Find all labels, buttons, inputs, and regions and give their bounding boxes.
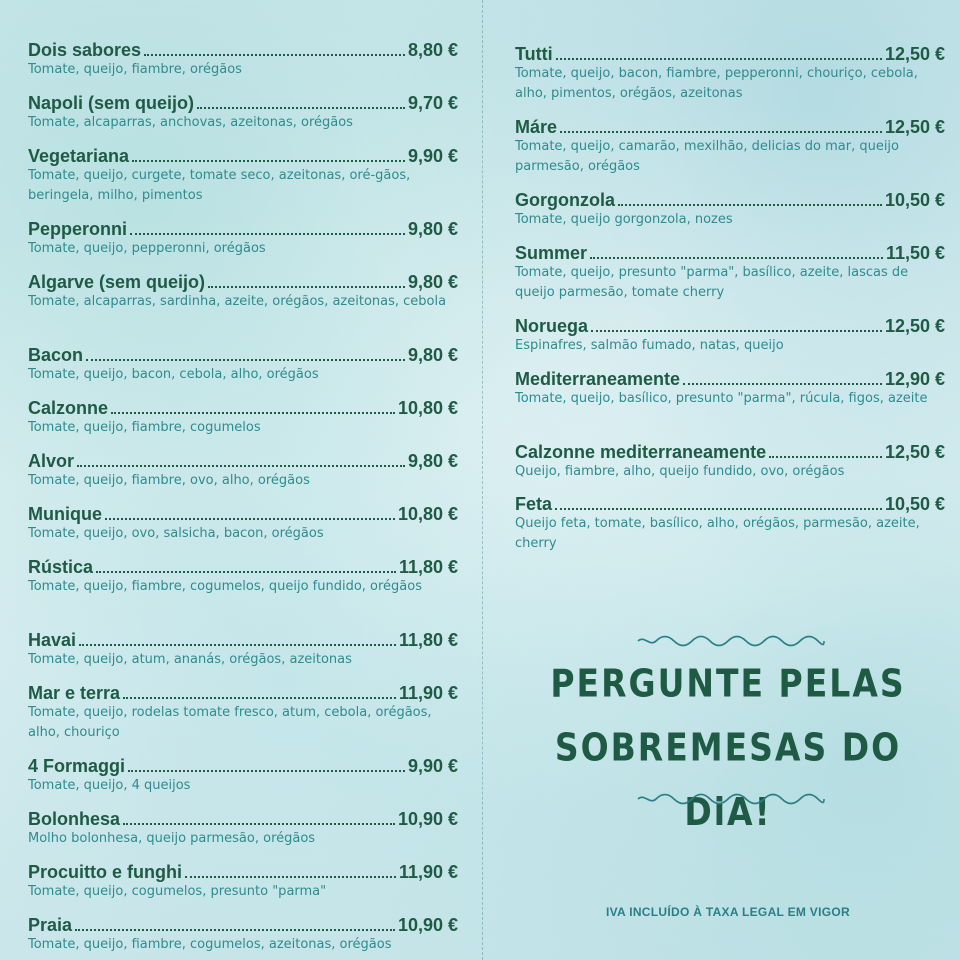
pizza-name: Noruega bbox=[515, 316, 589, 336]
decorative-swirl-top bbox=[636, 634, 826, 648]
tax-note: IVA INCLUÍDO À TAXA LEGAL EM VIGOR bbox=[606, 905, 850, 919]
pizza-price: 9,80 € bbox=[407, 219, 458, 239]
pizza-price: 9,90 € bbox=[407, 756, 458, 776]
menu-item bbox=[515, 190, 945, 230]
pizza-ingredients: Tomate, alcaparras, sardinha, azeite, orégãos, azeitonas, cebola bbox=[28, 294, 447, 309]
pizza-ingredients: Tomate, queijo gorgonzola, nozes bbox=[515, 212, 733, 227]
pizza-price: 11,50 € bbox=[885, 243, 945, 263]
menu-item-row bbox=[515, 190, 945, 210]
menu-item-row bbox=[28, 756, 458, 776]
dot-leader bbox=[75, 929, 395, 931]
pizza-price: 10,90 € bbox=[397, 915, 458, 935]
pizza-name: Máre bbox=[515, 117, 558, 137]
pizza-ingredients: Tomate, queijo, fiambre, cogumelos bbox=[28, 420, 261, 435]
pizza-price: 9,90 € bbox=[407, 146, 458, 166]
menu-item bbox=[28, 146, 458, 206]
menu-item-row bbox=[28, 862, 458, 882]
menu-item bbox=[28, 862, 458, 902]
pizza-name: Tutti bbox=[515, 44, 553, 64]
menu-item bbox=[515, 316, 945, 356]
pizza-name: Havai bbox=[28, 630, 77, 650]
menu-item-row bbox=[28, 40, 458, 60]
menu-item-row bbox=[28, 93, 458, 113]
dot-leader bbox=[197, 107, 405, 109]
column-divider bbox=[482, 0, 483, 960]
dot-leader bbox=[185, 876, 396, 878]
pizza-ingredients: Tomate, queijo, presunto "parma", basílico, azeite, lascas de queijo parmesão, tomate cherry bbox=[515, 265, 909, 300]
menu-item-row bbox=[28, 504, 458, 524]
pizza-price: 10,50 € bbox=[884, 190, 945, 210]
menu-item-row bbox=[515, 44, 945, 64]
pizza-name: Alvor bbox=[28, 451, 75, 471]
pizza-price: 9,70 € bbox=[407, 93, 458, 113]
decorative-swirl-bottom bbox=[636, 792, 826, 806]
pizza-ingredients: Tomate, queijo, atum, ananás, orégãos, azeitonas bbox=[28, 652, 352, 667]
dot-leader bbox=[618, 204, 882, 206]
dot-leader bbox=[560, 131, 882, 133]
pizza-price: 12,50 € bbox=[884, 44, 945, 64]
pizza-name: Calzonne bbox=[28, 398, 109, 418]
dessert-promo bbox=[548, 651, 908, 844]
dot-leader bbox=[683, 383, 882, 385]
dot-leader bbox=[555, 508, 882, 510]
pizza-price: 11,90 € bbox=[398, 862, 458, 882]
menu-item bbox=[28, 219, 458, 259]
pizza-name: Pepperonni bbox=[28, 219, 128, 239]
menu-item-row bbox=[28, 557, 458, 577]
menu-item bbox=[515, 117, 945, 177]
pizza-name: 4 Formaggi bbox=[28, 756, 126, 776]
pizza-price: 9,80 € bbox=[407, 451, 458, 471]
menu-item-row bbox=[515, 494, 945, 514]
pizza-price: 12,90 € bbox=[884, 369, 945, 389]
menu-item bbox=[28, 93, 458, 133]
menu-item-row bbox=[28, 398, 458, 418]
dot-leader bbox=[111, 412, 395, 414]
dot-leader bbox=[591, 330, 882, 332]
menu-item bbox=[28, 630, 458, 670]
pizza-price: 10,90 € bbox=[397, 809, 458, 829]
menu-item bbox=[515, 243, 945, 303]
pizza-name: Praia bbox=[28, 915, 73, 935]
pizza-name: Rústica bbox=[28, 557, 94, 577]
dot-leader bbox=[86, 359, 405, 361]
pizza-ingredients: Tomate, queijo, fiambre, cogumelos, queijo fundido, orégãos bbox=[28, 579, 422, 594]
dot-leader bbox=[123, 697, 396, 699]
dot-leader bbox=[123, 823, 395, 825]
pizza-ingredients: Tomate, queijo, bacon, fiambre, pepperonni, chouriço, cebola, alho, pimentos, orégãos, azeitonas bbox=[515, 66, 918, 101]
pizza-ingredients: Tomate, queijo, cogumelos, presunto "parma" bbox=[28, 884, 327, 899]
menu-item bbox=[28, 272, 458, 312]
pizza-ingredients: Tomate, queijo, pepperonni, orégãos bbox=[28, 241, 266, 256]
dot-leader bbox=[144, 54, 405, 56]
pizza-price: 12,50 € bbox=[884, 117, 945, 137]
pizza-name: Calzonne mediterraneamente bbox=[515, 442, 767, 462]
pizza-name: Dois sabores bbox=[28, 40, 142, 60]
menu-item-row bbox=[28, 219, 458, 239]
pizza-ingredients: Tomate, queijo, ovo, salsicha, bacon, orégãos bbox=[28, 526, 324, 541]
menu-item bbox=[28, 683, 458, 743]
pizza-ingredients: Tomate, queijo, camarão, mexilhão, delicias do mar, queijo parmesão, orégãos bbox=[515, 139, 900, 174]
pizza-ingredients: Queijo, fiambre, alho, queijo fundido, ovo, orégãos bbox=[515, 464, 845, 479]
pizza-name: Bolonhesa bbox=[28, 809, 121, 829]
dot-leader bbox=[208, 286, 405, 288]
menu-item bbox=[515, 369, 945, 409]
menu-item bbox=[28, 809, 458, 849]
pizza-price: 12,50 € bbox=[884, 316, 945, 336]
menu-item bbox=[515, 494, 945, 554]
pizza-name: Procuitto e funghi bbox=[28, 862, 182, 882]
dot-leader bbox=[96, 571, 396, 573]
menu-item-row bbox=[28, 809, 458, 829]
pizza-name: Feta bbox=[515, 494, 553, 514]
menu-item-row bbox=[28, 345, 458, 365]
menu-item bbox=[28, 557, 458, 597]
pizza-ingredients: Tomate, queijo, fiambre, cogumelos, azeitonas, orégãos bbox=[28, 937, 392, 952]
pizza-ingredients: Tomate, queijo, basílico, presunto "parma", rúcula, figos, azeite bbox=[515, 391, 928, 406]
menu-item-row bbox=[515, 369, 945, 389]
dot-leader bbox=[769, 456, 882, 458]
menu-item bbox=[515, 44, 945, 104]
dot-leader bbox=[105, 518, 395, 520]
pizza-price: 10,80 € bbox=[397, 398, 458, 418]
pizza-ingredients: Espinafres, salmão fumado, natas, queijo bbox=[515, 338, 784, 353]
menu-item-row bbox=[515, 243, 945, 263]
menu-item bbox=[28, 915, 458, 955]
pizza-price: 12,50 € bbox=[884, 442, 945, 462]
menu-item bbox=[28, 451, 458, 491]
pizza-name: Bacon bbox=[28, 345, 84, 365]
pizza-name: Vegetariana bbox=[28, 146, 130, 166]
pizza-name: Mar e terra bbox=[28, 683, 121, 703]
pizza-ingredients: Tomate, queijo, rodelas tomate fresco, atum, cebola, orégãos, alho, chouriço bbox=[28, 705, 432, 740]
pizza-name: Napoli (sem queijo) bbox=[28, 93, 195, 113]
dot-leader bbox=[77, 465, 405, 467]
pizza-ingredients: Tomate, queijo, fiambre, ovo, alho, orégãos bbox=[28, 473, 310, 488]
dot-leader bbox=[79, 644, 396, 646]
dot-leader bbox=[128, 770, 405, 772]
pizza-price: 8,80 € bbox=[407, 40, 458, 60]
pizza-name: Mediterraneamente bbox=[515, 369, 681, 389]
menu-item bbox=[515, 442, 945, 482]
pizza-ingredients: Tomate, queijo, fiambre, orégãos bbox=[28, 62, 242, 77]
pizza-price: 11,80 € bbox=[398, 630, 458, 650]
menu-item-row bbox=[28, 451, 458, 471]
pizza-price: 9,80 € bbox=[407, 272, 458, 292]
menu-item-row bbox=[515, 117, 945, 137]
promo-line-2: SOBREMESAS DO DiA! bbox=[554, 725, 902, 835]
dot-leader bbox=[132, 160, 405, 162]
menu-item bbox=[28, 345, 458, 385]
pizza-price: 10,50 € bbox=[884, 494, 945, 514]
pizza-ingredients: Molho bolonhesa, queijo parmesão, orégãos bbox=[28, 831, 316, 846]
menu-item-row bbox=[515, 316, 945, 336]
pizza-ingredients: Tomate, queijo, bacon, cebola, alho, orégãos bbox=[28, 367, 319, 382]
pizza-ingredients: Queijo feta, tomate, basílico, alho, orégãos, parmesão, azeite, cherry bbox=[515, 516, 920, 551]
menu-item-row bbox=[28, 146, 458, 166]
menu-item bbox=[28, 756, 458, 796]
pizza-ingredients: Tomate, alcaparras, anchovas, azeitonas, orégãos bbox=[28, 115, 353, 130]
promo-line-1: PERGUNTE PELAS bbox=[550, 660, 906, 706]
pizza-ingredients: Tomate, queijo, 4 queijos bbox=[28, 778, 191, 793]
pizza-price: 10,80 € bbox=[397, 504, 458, 524]
pizza-name: Munique bbox=[28, 504, 102, 524]
dot-leader bbox=[590, 257, 883, 259]
pizza-ingredients: Tomate, queijo, curgete, tomate seco, azeitonas, oré-gãos, beringela, milho, pimentos bbox=[28, 168, 411, 203]
menu-item bbox=[28, 398, 458, 438]
pizza-name: Summer bbox=[515, 243, 588, 263]
pizza-name: Algarve (sem queijo) bbox=[28, 272, 206, 292]
dot-leader bbox=[130, 233, 405, 235]
pizza-price: 11,90 € bbox=[398, 683, 458, 703]
pizza-price: 9,80 € bbox=[407, 345, 458, 365]
menu-item bbox=[28, 40, 458, 80]
menu-item bbox=[28, 504, 458, 544]
menu-item-row bbox=[28, 915, 458, 935]
pizza-name: Gorgonzola bbox=[515, 190, 615, 210]
menu-item-row bbox=[28, 630, 458, 650]
menu-item-row bbox=[28, 272, 458, 292]
menu-item-row bbox=[515, 442, 945, 462]
dot-leader bbox=[556, 58, 882, 60]
menu-item-row bbox=[28, 683, 458, 703]
pizza-price: 11,80 € bbox=[398, 557, 458, 577]
